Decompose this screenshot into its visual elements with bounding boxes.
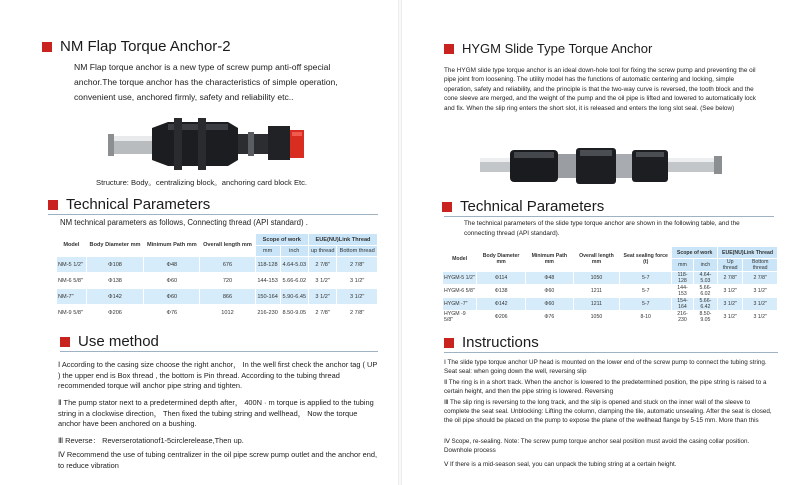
hygm-tech-heading [442,198,604,215]
table-cell: Φ60 [144,289,200,305]
table-cell: Φ142 [86,289,143,305]
table-subheader: mm [672,259,694,272]
hygm-param-table [442,246,778,324]
table-header: Body Diameter mm [477,247,526,272]
table-cell: 2 7/8" [308,257,336,273]
table-header: Body Diameter mm [86,234,143,257]
table-cell: 8.50-9.05 [693,311,717,324]
instr-step-4: Ⅳ Scope, re-sealing. Note: The screw pump torque anchor seal position must avoid the casing collar position. Downhole process [444,438,750,455]
table-cell: 1050 [573,311,620,324]
table-cell: Φ142 [477,298,526,311]
table-cell: 150-164 [255,289,280,305]
table-cell: HYGM -7" [443,298,477,311]
table-cell: Φ60 [525,285,573,298]
divider [48,214,378,215]
nm-section-heading [42,38,231,55]
table-header: Model [443,247,477,272]
table-cell: 1211 [573,285,620,298]
table-cell: 154-164 [672,298,694,311]
table-header: Overall length mm [200,234,255,257]
nm-title: NM Flap Torque Anchor-2 [60,38,231,55]
table-cell: Φ206 [86,305,143,321]
table-cell: 3 1/2" [308,289,336,305]
use-heading [60,333,159,350]
table-row [443,285,778,298]
table-cell: 144-153 [255,273,280,289]
table-header: Model [57,234,87,257]
table-row [57,273,378,289]
table-cell: 1050 [573,272,620,285]
table-cell: 2 7/8" [337,305,378,321]
nm-tech-sub: NM technical parameters as follows, Connecting thread (API standard) . [60,218,308,227]
table-cell: 2 7/8" [308,305,336,321]
use-step-3: Ⅲ Reverse： Reverserotationof1-5circlerelease,Then up. [58,436,244,445]
right-page [400,0,800,485]
table-cell: 118-128 [255,257,280,273]
table-cell: 5.66-6.42 [693,298,717,311]
instr-step-2: Ⅱ The ring is in a short track. When the anchor is lowered to the predetermined position, the pipe string is raised to a certain height, and then the pipe string is lowered. Reversing [444,379,767,396]
table-cell: 720 [200,273,255,289]
table-cell: 3 1/2" [718,285,743,298]
table-cell: HYGM -9 5/8" [443,311,477,324]
hygm-tech-sub: The technical parameters of the slide type torque anchor are shown in the following table, and the connecting thread (API standard). [464,220,740,237]
use-step-4: Ⅳ Recommend the use of tubing centralizer in the oil pipe screw pump outlet and the anchor end, to reduce vibration [58,450,378,470]
table-cell: Φ138 [477,285,526,298]
table-header: Scope of work [255,234,308,246]
instructions-heading [444,334,539,351]
table-row [57,257,378,273]
table-cell: Φ206 [477,311,526,324]
table-header: EUE(NU)Link Thread [718,247,778,259]
table-cell: Φ108 [86,257,143,273]
table-cell: Φ48 [525,272,573,285]
table-cell: 1012 [200,305,255,321]
table-header: Scope of work [672,247,718,259]
table-cell: Φ114 [477,272,526,285]
table-cell: NM-9 5/8" [57,305,87,321]
table-row [443,272,778,285]
table-cell: 216-230 [255,305,280,321]
table-row [57,305,378,321]
table-cell: 2 7/8" [337,257,378,273]
table-cell: HYGM-6 5/8" [443,285,477,298]
table-subheader: mm [255,246,280,257]
table-header: Minimum Path mm [525,247,573,272]
hygm-tool-image [480,142,730,190]
table-cell: 8.50-9.05 [280,305,308,321]
nm-intro: NM Flap torque anchor is a new type of screw pump anti-off special anchor.The torque anchor has the characteristics of simple operation, convenient use, anchored firmly, safety and reliability etc.. [74,62,338,102]
table-cell: 8-10 [620,311,672,324]
table-cell: Φ76 [525,311,573,324]
table-cell: NM-7" [57,289,87,305]
use-step-2: Ⅱ The pump stator next to a predetermined depth after， 400N · m torque is applied to the tubing string in a clockwise direction， Then fixed the tubing string and wellhead， Now the torque anchor have been anchored on a bushing. [58,398,374,428]
use-step-1: Ⅰ According to the casing size choose the right anchor， In the well first check the anchor tag ( UP ) the upper end is Box thread , the bottom is Pin thread. According to the tubing thread recommended torque will anchor pipe string and tighten. [58,360,378,390]
instr-step-5: Ⅴ If there is a mid-season seal, you can unpack the tubing string at a certain height. [444,461,677,468]
hygm-tech-title: Technical Parameters [460,198,605,215]
instr-step-1: Ⅰ The slide type torque anchor UP head is mounted on the lower end of the screw pump to connect the tubing string. Seat seal: when going down the well, reversing slip [444,359,767,376]
nm-tech-title: Technical Parameters [66,196,211,213]
table-row [443,298,778,311]
table-cell: 216-230 [672,311,694,324]
table-subheader: Bottom thread [743,259,778,272]
table-cell: 3 1/2" [337,289,378,305]
nm-tool-image [108,112,308,174]
table-cell: 4.64-5.03 [280,257,308,273]
table-cell: 5.66-6.02 [693,285,717,298]
red-square-icon [444,44,454,54]
table-cell: 5.90-6.45 [280,289,308,305]
table-cell: Φ76 [144,305,200,321]
table-cell: 3 1/2" [743,311,778,324]
table-cell: 3 1/2" [308,273,336,289]
table-cell: 5-7 [620,272,672,285]
table-cell: Φ48 [144,257,200,273]
table-subheader: Bottom thread [337,246,378,257]
table-row [443,311,778,324]
table-subheader: inch [693,259,717,272]
table-cell: 3 1/2" [743,298,778,311]
table-cell: NM-5 1/2" [57,257,87,273]
instr-step-3: Ⅲ The slip ring is reversing to the long track, and the slip is opened and stuck on the inner wall of the sleeve to complete the seat seal. Unblocking: Lifting the column, clamping the tile, automatic unsealing. After the seat is closed, the oil pipe should be placed on the pump to expose the plane of the wellhead flange by 5-15 mm. More than this [444,399,772,425]
hygm-section-heading [444,41,652,56]
use-title: Use method [78,333,159,350]
table-cell: 5-7 [620,285,672,298]
red-square-icon [442,202,452,212]
hygm-intro: The HYGM slide type torque anchor is an ideal down-hole tool for fixing the screw pump and preventing the oil pipe joint from loosening. The utility model has the functions of automatic centering and locking, simple operation, safety and reliability, and the principle is that the two-way curve is reversed, the tooth block and the cone sleeve are merged, and the weight of the pump and the oil pipe is lifted and lowered to automatically lock and fix. When the slip ring enters the short slot, it is released and enters the long slot seal. (See below) [444,67,756,112]
table-cell: NM-6 5/8" [57,273,87,289]
nm-tech-heading [48,196,210,213]
divider [60,351,378,352]
table-subheader: Up thread [718,259,743,272]
table-cell: 1211 [573,298,620,311]
red-square-icon [444,338,454,348]
table-cell: 118-128 [672,272,694,285]
table-cell: 3 1/2" [718,311,743,324]
table-header: Seat sealing force (t) [620,247,672,272]
table-cell: 2 7/8" [718,272,743,285]
table-cell: Φ60 [525,298,573,311]
table-cell: 866 [200,289,255,305]
red-square-icon [42,42,52,52]
structure-caption: Structure: Body。centralizing block。anchoring card block Etc. [96,178,308,187]
table-row [57,289,378,305]
divider [444,352,778,353]
table-cell: 2 7/8" [743,272,778,285]
hygm-title: HYGM Slide Type Torque Anchor [462,41,653,56]
table-cell: 3 1/2" [718,298,743,311]
table-cell: Φ138 [86,273,143,289]
table-cell: 144-153 [672,285,694,298]
instructions-title: Instructions [462,334,539,351]
red-square-icon [60,337,70,347]
table-cell: 3 1/2" [337,273,378,289]
table-cell: 676 [200,257,255,273]
table-cell: Φ60 [144,273,200,289]
table-cell: 5-7 [620,298,672,311]
nm-param-table [56,233,378,321]
table-cell: 3 1/2" [743,285,778,298]
divider [444,216,774,217]
table-header: EUE(NU)Link Thread [308,234,377,246]
table-cell: 5.66-6.02 [280,273,308,289]
table-subheader: inch [280,246,308,257]
red-square-icon [48,200,58,210]
table-cell: HYGM-5 1/2" [443,272,477,285]
table-header: Overall length mm [573,247,620,272]
table-cell: 4.64-5.03 [693,272,717,285]
table-header: Minimum Path mm [144,234,200,257]
table-subheader: up thread [308,246,336,257]
